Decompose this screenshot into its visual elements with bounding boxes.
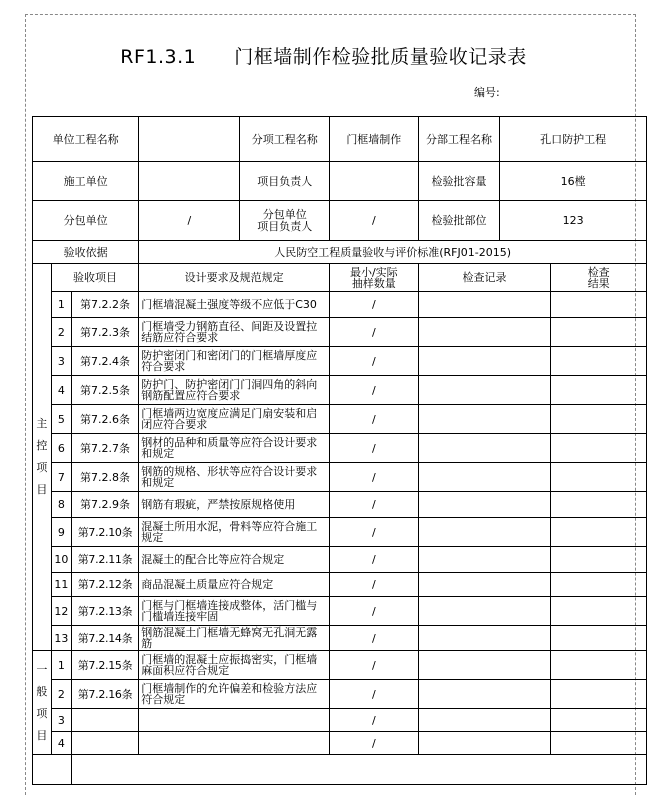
check-record[interactable] xyxy=(418,318,551,347)
clause: 第7.2.15条 xyxy=(71,651,138,680)
sample-count[interactable]: / xyxy=(330,347,419,376)
form-code: RF1.3.1 xyxy=(120,46,197,68)
subcontract-value[interactable]: / xyxy=(139,201,240,241)
row-number: 4 xyxy=(51,732,71,755)
batch-part-label: 检验批部位 xyxy=(418,201,500,241)
requirement: 门框墙混凝土强度等级不应低于C30 xyxy=(139,292,330,318)
check-record[interactable] xyxy=(418,492,551,518)
row-number: 4 xyxy=(51,376,71,405)
check-result[interactable] xyxy=(551,547,647,573)
sample-count[interactable]: / xyxy=(330,709,419,732)
requirement: 商品混凝土质量应符合规定 xyxy=(139,573,330,597)
header-row xyxy=(33,264,647,292)
project-leader-label: 项目负责人 xyxy=(240,162,330,201)
basis-label: 验收依据 xyxy=(33,241,139,264)
clause xyxy=(71,709,138,732)
project-leader-value[interactable] xyxy=(330,162,419,201)
clause: 第7.2.13条 xyxy=(71,597,138,626)
sample-count[interactable]: / xyxy=(330,292,419,318)
check-record[interactable] xyxy=(418,405,551,434)
sample-count[interactable]: / xyxy=(330,405,419,434)
check-record[interactable] xyxy=(418,347,551,376)
row-number: 12 xyxy=(51,597,71,626)
subcontract-leader-value[interactable]: / xyxy=(330,201,419,241)
requirement: 钢筋混凝土门框墙无蜂窝无孔洞无露筋 xyxy=(139,626,330,651)
check-result[interactable] xyxy=(551,709,647,732)
check-result[interactable] xyxy=(551,318,647,347)
requirement: 门框与门框墙连接成整体，活门槛与门槛墙连接牢固 xyxy=(139,597,330,626)
info-row-1 xyxy=(33,117,647,162)
row-number: 13 xyxy=(51,626,71,651)
table-row xyxy=(33,732,647,755)
table-row xyxy=(33,376,647,405)
clause: 第7.2.6条 xyxy=(71,405,138,434)
table-row xyxy=(33,518,647,547)
batch-part-value[interactable]: 123 xyxy=(500,201,647,241)
requirement: 钢材的品种和质量等应符合设计要求和规定 xyxy=(139,434,330,463)
table-row xyxy=(33,318,647,347)
requirement xyxy=(139,732,330,755)
unit-project-value[interactable] xyxy=(139,117,240,162)
clause: 第7.2.11条 xyxy=(71,547,138,573)
check-result[interactable] xyxy=(551,376,647,405)
construction-unit-label: 施工单位 xyxy=(33,162,139,201)
check-record[interactable] xyxy=(418,573,551,597)
check-record[interactable] xyxy=(418,732,551,755)
clause: 第7.2.5条 xyxy=(71,376,138,405)
table-row xyxy=(33,434,647,463)
header-item: 验收项目 xyxy=(51,264,138,292)
check-result[interactable] xyxy=(551,347,647,376)
check-result[interactable] xyxy=(551,626,647,651)
table-row xyxy=(33,547,647,573)
row-number: 5 xyxy=(51,405,71,434)
subcontract-leader-label: 分包单位 项目负责人 xyxy=(240,201,330,241)
serial-number-label: 编号: xyxy=(474,86,500,99)
check-result[interactable] xyxy=(551,680,647,709)
row-number: 9 xyxy=(51,518,71,547)
check-record[interactable] xyxy=(418,376,551,405)
table-row xyxy=(33,492,647,518)
table-row xyxy=(33,680,647,709)
row-number: 8 xyxy=(51,492,71,518)
sample-count[interactable]: / xyxy=(330,597,419,626)
check-record[interactable] xyxy=(418,709,551,732)
requirement: 防护密闭门和密闭门的门框墙厚度应符合要求 xyxy=(139,347,330,376)
batch-capacity-label: 检验批容量 xyxy=(418,162,500,201)
table-row xyxy=(33,405,647,434)
requirement: 门框墙的混凝土应振捣密实，门框墙麻面积应符合规定 xyxy=(139,651,330,680)
table-row xyxy=(33,709,647,732)
check-result[interactable] xyxy=(551,405,647,434)
clause: 第7.2.12条 xyxy=(71,573,138,597)
clause: 第7.2.16条 xyxy=(71,680,138,709)
check-record[interactable] xyxy=(418,680,551,709)
check-result[interactable] xyxy=(551,651,647,680)
clause: 第7.2.9条 xyxy=(71,492,138,518)
sample-count[interactable]: / xyxy=(330,651,419,680)
table-row xyxy=(33,651,647,680)
row-number: 10 xyxy=(51,547,71,573)
table-row xyxy=(33,755,647,785)
sample-count[interactable]: / xyxy=(330,376,419,405)
main-control-group: 主 控 项 目 xyxy=(33,264,52,651)
basis-value: 人民防空工程质量验收与评价标准(RFJ01-2015) xyxy=(139,241,647,264)
sample-count[interactable]: / xyxy=(330,463,419,492)
table-row xyxy=(33,573,647,597)
sample-count[interactable]: / xyxy=(330,318,419,347)
sub-project-value[interactable]: 门框墙制作 xyxy=(330,117,419,162)
check-record[interactable] xyxy=(418,597,551,626)
check-result[interactable] xyxy=(551,732,647,755)
batch-capacity-value[interactable]: 16樘 xyxy=(500,162,647,201)
clause: 第7.2.4条 xyxy=(71,347,138,376)
requirement: 防护门、防护密闭门门洞四角的斜向钢筋配置应符合要求 xyxy=(139,376,330,405)
row-number: 3 xyxy=(51,347,71,376)
row-number: 2 xyxy=(51,318,71,347)
check-record[interactable] xyxy=(418,651,551,680)
check-record[interactable] xyxy=(418,463,551,492)
info-row-3 xyxy=(33,201,647,241)
requirement: 混凝土所用水泥，骨料等应符合施工规定 xyxy=(139,518,330,547)
check-record[interactable] xyxy=(418,518,551,547)
check-record[interactable] xyxy=(418,292,551,318)
sample-count[interactable]: / xyxy=(330,732,419,755)
requirement: 门框墙制作的允许偏差和检验方法应符合规定 xyxy=(139,680,330,709)
check-record[interactable] xyxy=(418,547,551,573)
clause: 第7.2.10条 xyxy=(71,518,138,547)
clause: 第7.2.7条 xyxy=(71,434,138,463)
unit-project-label: 单位工程名称 xyxy=(33,117,139,162)
clause: 第7.2.8条 xyxy=(71,463,138,492)
check-record[interactable] xyxy=(418,626,551,651)
row-number: 6 xyxy=(51,434,71,463)
requirement: 钢筋的规格、形状等应符合设计要求和规定 xyxy=(139,463,330,492)
clause xyxy=(71,732,138,755)
row-number: 3 xyxy=(51,709,71,732)
sample-count[interactable]: / xyxy=(330,434,419,463)
sample-count[interactable]: / xyxy=(330,626,419,651)
form-title xyxy=(0,42,647,69)
table-row xyxy=(33,597,647,626)
division-label: 分部工程名称 xyxy=(418,117,500,162)
check-result[interactable] xyxy=(551,492,647,518)
sub-project-label: 分项工程名称 xyxy=(240,117,330,162)
subcontract-label: 分包单位 xyxy=(33,201,139,241)
check-result[interactable] xyxy=(551,292,647,318)
header-requirement: 设计要求及规范规定 xyxy=(139,264,330,292)
construction-unit-value[interactable] xyxy=(139,162,240,201)
sample-count[interactable]: / xyxy=(330,547,419,573)
table-row xyxy=(33,347,647,376)
row-number: 1 xyxy=(51,651,71,680)
table-row xyxy=(33,292,647,318)
info-row-2 xyxy=(33,162,647,201)
sample-count[interactable]: / xyxy=(330,573,419,597)
check-record[interactable] xyxy=(418,434,551,463)
clause: 第7.2.3条 xyxy=(71,318,138,347)
sample-count[interactable]: / xyxy=(330,680,419,709)
requirement: 门框墙两边宽度应满足门扇安装和启闭应符合要求 xyxy=(139,405,330,434)
sample-count[interactable]: / xyxy=(330,518,419,547)
header-result: 检查 结果 xyxy=(551,264,647,292)
check-result[interactable] xyxy=(551,434,647,463)
header-record: 检查记录 xyxy=(418,264,551,292)
check-result[interactable] xyxy=(551,463,647,492)
header-sample: 最小/实际 抽样数量 xyxy=(330,264,419,292)
table-row xyxy=(33,463,647,492)
row-number: 1 xyxy=(51,292,71,318)
requirement: 钢筋有瑕疵，严禁按原规格使用 xyxy=(139,492,330,518)
clause: 第7.2.2条 xyxy=(71,292,138,318)
basis-row xyxy=(33,241,647,264)
requirement: 门框墙受力钢筋直径、间距及设置拉结筋应符合要求 xyxy=(139,318,330,347)
division-value[interactable]: 孔口防护工程 xyxy=(500,117,647,162)
form-name: 门框墙制作检验批质量验收记录表 xyxy=(234,46,527,68)
check-result[interactable] xyxy=(551,597,647,626)
requirement xyxy=(139,709,330,732)
general-group: 一 般 项 目 xyxy=(33,651,52,755)
table-row xyxy=(33,626,647,651)
clause: 第7.2.14条 xyxy=(71,626,138,651)
inspection-table xyxy=(32,116,647,785)
sample-count[interactable]: / xyxy=(330,492,419,518)
check-result[interactable] xyxy=(551,518,647,547)
row-number: 11 xyxy=(51,573,71,597)
requirement: 混凝土的配合比等应符合规定 xyxy=(139,547,330,573)
row-number: 7 xyxy=(51,463,71,492)
row-number: 2 xyxy=(51,680,71,709)
check-result[interactable] xyxy=(551,573,647,597)
